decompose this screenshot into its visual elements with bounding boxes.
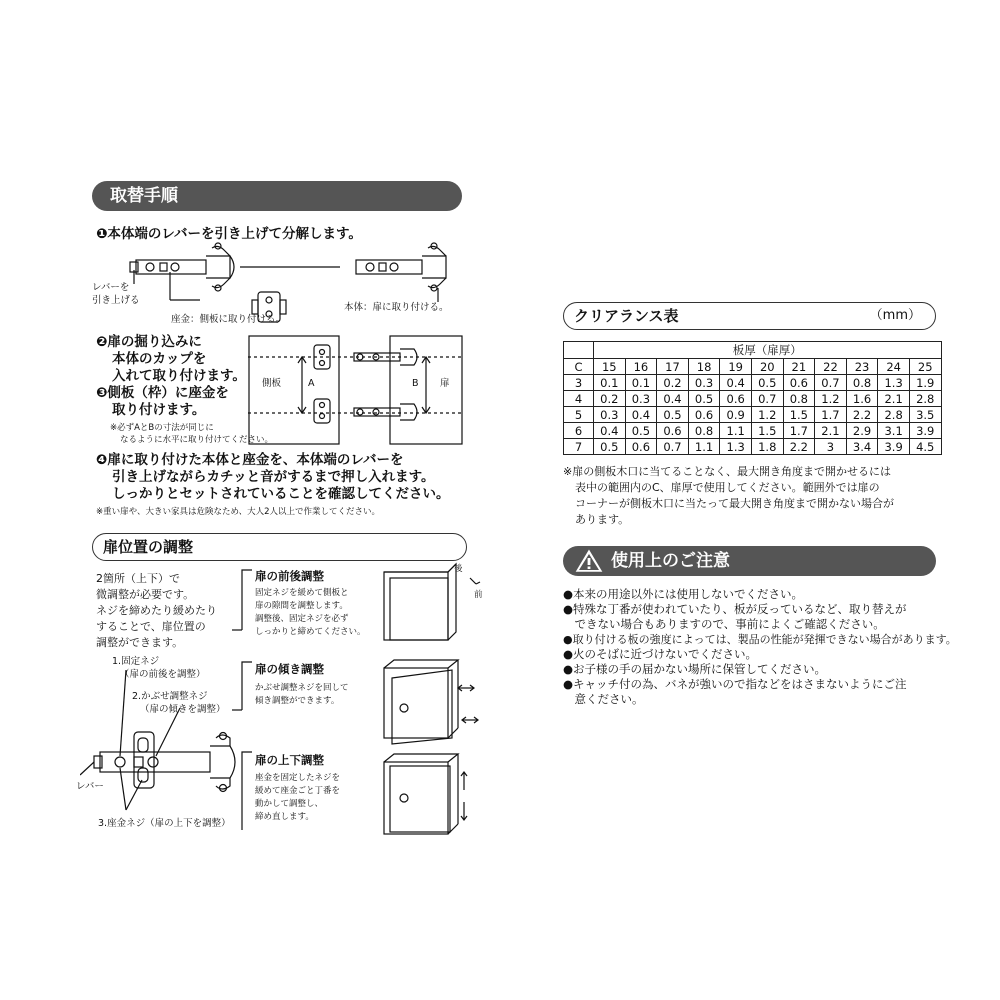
clearance-col-header: 17 — [657, 359, 689, 375]
clearance-cell: 0.4 — [657, 391, 689, 407]
clearance-cell: 1.6 — [846, 391, 878, 407]
clearance-cell: 0.6 — [657, 423, 689, 439]
caution-item-5: ●お子様の手の届かない場所に保管してください。 — [563, 662, 827, 676]
adj2-text-1: かぶせ調整ネジを回して — [255, 683, 349, 693]
warning-triangle-icon — [575, 549, 603, 573]
clearance-cell: 1.8 — [751, 439, 783, 455]
clearance-cell: 3 — [815, 439, 847, 455]
label-body: 本体：扉に取り付ける。 — [344, 302, 449, 313]
clearance-cell: 0.5 — [751, 375, 783, 391]
note-ab-1: ※必ずAとBの寸法が同じに — [110, 423, 214, 433]
clearance-cell: 0.2 — [594, 391, 626, 407]
adj2-title: 扉の傾き調整 — [255, 662, 324, 676]
caution-banner — [563, 546, 936, 576]
clearance-col-header: 15 — [594, 359, 626, 375]
screw2-label: 2.かぶせ調整ネジ — [132, 691, 208, 702]
clearance-banner — [563, 302, 936, 330]
clearance-header-row — [564, 359, 942, 375]
clearance-note-4: あります。 — [575, 513, 630, 526]
clearance-header-group: 板厚（扉厚） — [594, 342, 942, 359]
clearance-title: クリアランス表 — [574, 307, 679, 325]
clearance-col-header: 24 — [878, 359, 910, 375]
cabinet-drawings — [378, 562, 488, 842]
clearance-cell: 0.2 — [657, 375, 689, 391]
clearance-unit: （mm） — [869, 308, 921, 323]
adj1-text-2: 扉の隙間を調整します。 — [255, 601, 348, 611]
section-title-replacement: 取替手順 — [110, 186, 178, 206]
clearance-cell: 1.7 — [815, 407, 847, 423]
screw1-label: 1.固定ネジ — [112, 656, 160, 667]
clearance-cell: 3.5 — [909, 407, 941, 423]
clearance-cell: 0.8 — [688, 423, 720, 439]
adjust-intro-3: ネジを締めたり緩めたり — [96, 604, 217, 617]
clearance-col-header: 20 — [751, 359, 783, 375]
clearance-cell: 1.2 — [751, 407, 783, 423]
caution-item-2b: できない場合もありますので、事前によくご確認ください。 — [563, 617, 885, 631]
clearance-cell: 2.8 — [878, 407, 910, 423]
caution-item-6a: ●キャッチ付の為、バネが強いので指などをはさまないようにご注 — [563, 677, 907, 691]
adj3-title: 扉の上下調整 — [255, 753, 324, 767]
clearance-cell: 0.5 — [594, 439, 626, 455]
clearance-cell: 0.3 — [594, 407, 626, 423]
adj3-text-1: 座金を固定したネジを — [255, 773, 341, 783]
caution-title: 使用上のご注意 — [611, 551, 730, 571]
clearance-col-header: 21 — [783, 359, 815, 375]
step2-line1: ❷扉の掘り込みに — [96, 334, 202, 350]
table-row — [564, 407, 942, 423]
clearance-cell: 0.1 — [594, 375, 626, 391]
clearance-cell: 1.3 — [878, 375, 910, 391]
clearance-cell: 0.5 — [625, 423, 657, 439]
section-banner-adjust — [92, 533, 467, 561]
label-lever: レバー — [76, 781, 104, 792]
step3-line2: 取り付けます。 — [112, 402, 206, 418]
label-a: A — [308, 378, 315, 389]
table-row — [564, 423, 942, 439]
clearance-cell: 1.9 — [909, 375, 941, 391]
clearance-cell: 2.1 — [815, 423, 847, 439]
clearance-header-group-row — [564, 342, 942, 359]
table-row — [564, 391, 942, 407]
clearance-cell: 1.5 — [783, 407, 815, 423]
clearance-table — [563, 341, 942, 455]
clearance-cell: 2.2 — [846, 407, 878, 423]
clearance-cell: 3.4 — [846, 439, 878, 455]
clearance-col-header: 23 — [846, 359, 878, 375]
clearance-cell: 3.1 — [878, 423, 910, 439]
clearance-note-2: 表中の範囲内のC、扉厚で使用してください。範囲外では扉の — [575, 481, 880, 494]
clearance-cell: 1.1 — [720, 423, 752, 439]
section-title-adjust: 扉位置の調整 — [103, 538, 194, 556]
clearance-cell: 0.6 — [688, 407, 720, 423]
adj1-text-4: しっかりと締めてください。 — [255, 627, 366, 637]
clearance-c-label: C — [564, 359, 594, 375]
step1-text: ❶本体端のレバーを引き上げて分解します。 — [96, 226, 362, 242]
clearance-cell: 1.3 — [720, 439, 752, 455]
clearance-cell: 1.1 — [688, 439, 720, 455]
clearance-cell: 0.6 — [625, 439, 657, 455]
label-lever-lift-1: レバーを — [92, 282, 130, 293]
label-zakin: 座金：側板に取り付ける。 — [171, 314, 286, 325]
adj1-text-3: 調整後、固定ネジを必ず — [255, 614, 349, 624]
section-banner-replacement — [92, 181, 462, 211]
screw2-desc: （扉の傾きを調整） — [140, 704, 226, 715]
clearance-cell: 0.8 — [783, 391, 815, 407]
clearance-cell: 4.5 — [909, 439, 941, 455]
clearance-cell: 0.4 — [594, 423, 626, 439]
clearance-note-1: ※扉の側板木口に当てることなく、最大開き角度まで開かせるには — [563, 465, 891, 478]
clearance-cell: 2.2 — [783, 439, 815, 455]
clearance-cell: 1.5 — [751, 423, 783, 439]
step4-line1: ❹扉に取り付けた本体と座金を、本体端のレバーを — [96, 452, 404, 468]
adj1-text-1: 固定ネジを緩めて側板と — [255, 588, 349, 598]
clearance-corner — [564, 342, 594, 359]
screw1-desc: （扉の前後を調整） — [120, 669, 206, 680]
step23-diagram — [248, 335, 463, 445]
clearance-c-value: 5 — [564, 407, 594, 423]
adj2-text-2: 傾き調整ができます。 — [255, 696, 340, 706]
screw3-label: 3.座金ネジ（扉の上下を調整） — [98, 818, 231, 829]
clearance-cell: 0.4 — [625, 407, 657, 423]
clearance-cell: 0.7 — [751, 391, 783, 407]
clearance-cell: 0.6 — [720, 391, 752, 407]
caution-item-4: ●火のそばに近づけないでください。 — [563, 647, 758, 661]
clearance-cell: 0.7 — [815, 375, 847, 391]
clearance-c-value: 3 — [564, 375, 594, 391]
clearance-cell: 2.1 — [878, 391, 910, 407]
adjust-intro-2: 微調整が必要です。 — [96, 588, 195, 601]
clearance-note-3: コーナーが側板木口に当たって最大開き角度まで開かない場合が — [575, 497, 894, 510]
adjust-intro-1: 2箇所（上下）で — [96, 572, 180, 585]
clearance-cell: 0.3 — [625, 391, 657, 407]
warning-heavy-door: ※重い扉や、大きい家具は危険なため、大人2人以上で作業してください。 — [96, 507, 381, 517]
adj1-title: 扉の前後調整 — [255, 569, 324, 583]
adjust-intro-5: 調整ができます。 — [96, 636, 184, 649]
adj3-text-2: 緩めて座金ごと丁番を — [255, 786, 341, 796]
clearance-cell: 2.9 — [846, 423, 878, 439]
clearance-cell: 0.5 — [688, 391, 720, 407]
clearance-cell: 3.9 — [878, 439, 910, 455]
label-back: 後 — [454, 564, 463, 574]
label-sokuban: 側板 — [262, 378, 282, 389]
label-b: B — [412, 378, 419, 389]
clearance-cell: 0.7 — [657, 439, 689, 455]
clearance-c-value: 6 — [564, 423, 594, 439]
step3-line1: ❸側板（枠）に座金を — [96, 385, 229, 401]
step4-line2: 引き上げながらカチッと音がするまで押し入れます。 — [112, 469, 435, 485]
caution-item-3: ●取り付ける板の強度によっては、製品の性能が発揮できない場合があります。 — [563, 633, 957, 646]
hinge-detail-diagram — [80, 650, 250, 830]
caution-item-1: ●本来の用途以外には使用しないでください。 — [563, 587, 804, 601]
clearance-cell: 0.8 — [846, 375, 878, 391]
step2-line2: 本体のカップを — [112, 351, 207, 367]
caution-item-6b: 意ください。 — [563, 692, 644, 706]
table-row — [564, 375, 942, 391]
step4-line3: しっかりとセットされていることを確認してください。 — [112, 486, 450, 502]
adj3-text-3: 動かして調整し、 — [255, 799, 324, 809]
clearance-c-value: 7 — [564, 439, 594, 455]
label-tobira: 扉 — [440, 378, 450, 389]
caution-item-2a: ●特殊な丁番が使われていたり、板が反っているなど、取り替えが — [563, 602, 907, 616]
clearance-cell: 0.4 — [720, 375, 752, 391]
clearance-col-header: 22 — [815, 359, 847, 375]
clearance-c-value: 4 — [564, 391, 594, 407]
clearance-cell: 1.2 — [815, 391, 847, 407]
adjust-intro-4: することで、扉位置の — [96, 620, 206, 633]
clearance-cell: 0.1 — [625, 375, 657, 391]
note-ab-2: なるように水平に取り付けてください。 — [120, 435, 274, 445]
clearance-cell: 0.9 — [720, 407, 752, 423]
clearance-cell: 2.8 — [909, 391, 941, 407]
clearance-cell: 1.7 — [783, 423, 815, 439]
clearance-cell: 0.5 — [657, 407, 689, 423]
clearance-col-header: 16 — [625, 359, 657, 375]
clearance-col-header: 19 — [720, 359, 752, 375]
clearance-col-header: 25 — [909, 359, 941, 375]
clearance-cell: 3.9 — [909, 423, 941, 439]
table-row — [564, 439, 942, 455]
clearance-col-header: 18 — [688, 359, 720, 375]
adj3-text-4: 締め直します。 — [255, 812, 314, 822]
label-lever-lift-2: 引き上げる — [92, 295, 140, 306]
clearance-cell: 0.3 — [688, 375, 720, 391]
label-front: 前 — [474, 590, 483, 600]
step2-line3: 入れて取り付けます。 — [112, 368, 246, 384]
clearance-cell: 0.6 — [783, 375, 815, 391]
